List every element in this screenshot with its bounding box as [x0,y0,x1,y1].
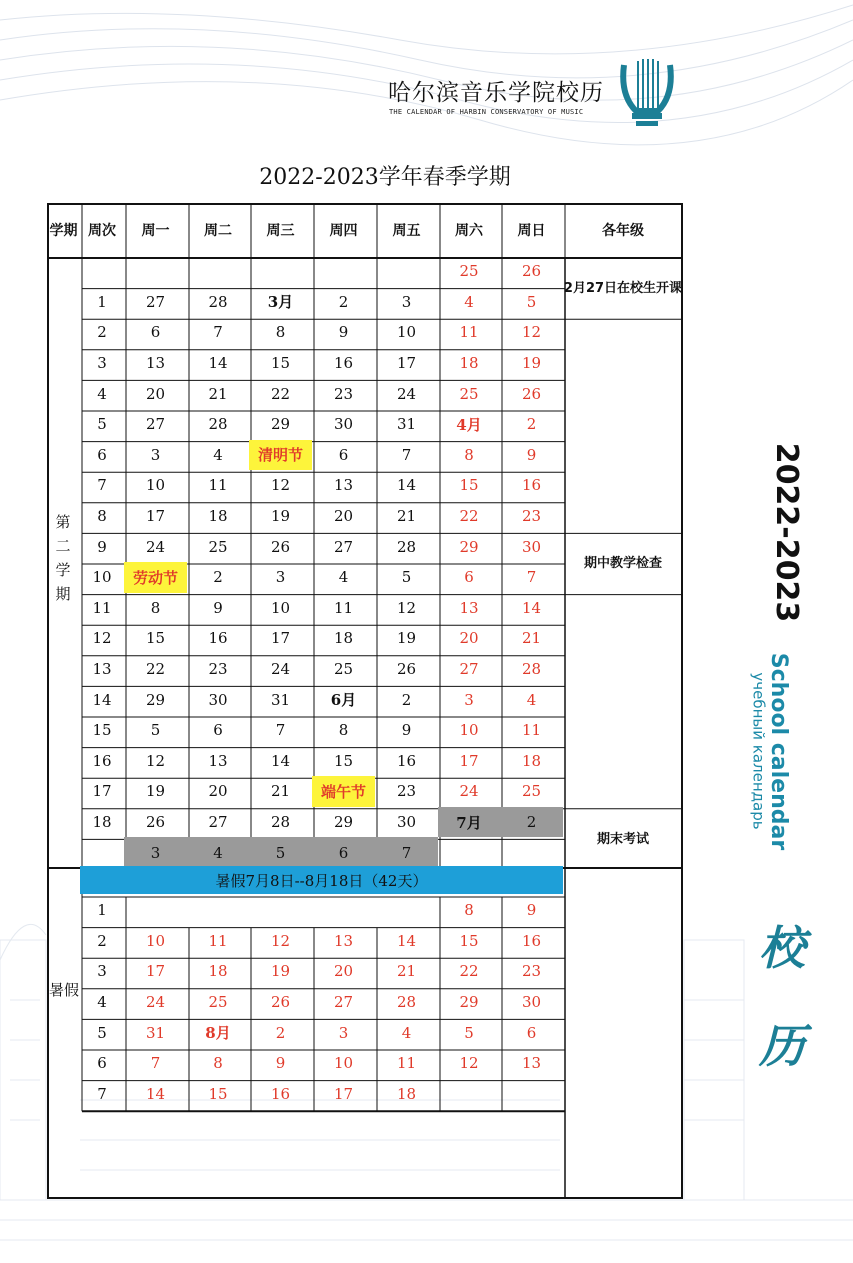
day-cell: 3 [464,690,474,709]
side-year-text: 2022-2023 [769,442,805,622]
day-cell: 11 [396,1054,417,1073]
week-number: 7 [97,1084,107,1103]
day-cell: 6 [338,445,349,464]
day-cell [124,895,187,926]
week-number: 11 [92,598,112,617]
day-cell: 9 [526,445,537,464]
day-cell: 31 [396,415,417,434]
day-cell [312,895,375,926]
day-cell: 20 [333,962,354,981]
day-cell: 29 [459,993,479,1012]
day-cell: 16 [396,751,417,770]
day-cell: 15 [333,751,354,770]
day-cell: 6月 [330,691,357,710]
day-cell: 21 [208,384,228,403]
day-cell: 23 [521,962,542,981]
week-number: 4 [97,384,107,403]
day-cell: 27 [333,993,354,1012]
vacation-banner: 暑假7月8日--8月18日（42天） [80,866,563,894]
day-cell: 25 [459,262,479,281]
column-header: 周五 [392,222,421,239]
day-cell: 13 [333,931,354,950]
day-cell: 8 [150,598,161,617]
column-header: 周次 [88,222,116,239]
day-cell: 11 [208,931,228,950]
day-cell: 8月 [205,1024,231,1043]
day-cell: 27 [145,415,166,434]
day-cell: 29 [459,537,479,556]
day-cell: 26 [270,993,291,1012]
day-cell: 18 [333,629,354,648]
week-number: 8 [97,507,107,526]
day-cell: 2 [500,807,563,838]
day-cell [124,256,187,287]
week-number: 15 [92,721,112,740]
day-cell: 26 [521,384,542,403]
day-cell: 14 [145,1084,166,1103]
day-cell: 9 [338,323,349,342]
day-cell: 14 [396,476,417,495]
week-number: 2 [97,323,107,342]
column-header: 学期 [49,222,78,239]
day-cell [187,256,249,287]
day-cell: 20 [208,782,228,801]
day-cell: 29 [270,415,291,434]
day-cell: 30 [521,993,542,1012]
note-final: 期末考试 [596,831,649,847]
note-start: 2月27日在校生开课 [563,281,683,297]
day-cell: 18 [396,1084,417,1103]
day-cell: 2 [526,415,537,434]
day-cell: 23 [333,384,354,403]
note-midterm: 期中教学检查 [583,556,662,572]
day-cell: 15 [145,629,166,648]
day-cell: 16 [208,629,228,648]
day-cell: 25 [459,384,479,403]
day-cell: 8 [338,721,349,740]
day-cell: 13 [333,476,354,495]
day-cell: 19 [145,782,166,801]
day-cell: 5 [150,721,161,740]
day-cell: 3 [275,568,286,587]
day-cell [375,895,438,926]
day-cell: 5 [464,1023,474,1042]
day-cell: 7月 [438,807,500,838]
day-cell: 28 [208,415,228,434]
header-title: 哈尔滨音乐学院校历 [388,80,604,106]
day-cell: 28 [396,537,417,556]
day-cell [438,1079,500,1110]
day-cell: 劳动节 [124,562,187,593]
day-cell: 10 [145,476,166,495]
day-cell: 24 [396,384,417,403]
day-cell: 29 [145,690,166,709]
day-cell: 24 [459,782,479,801]
week-number: 16 [92,751,112,770]
week-number: 18 [92,813,112,832]
day-cell: 4 [526,690,537,709]
day-cell: 24 [145,537,166,556]
day-cell: 24 [145,993,166,1012]
day-cell [375,256,438,287]
day-cell: 10 [270,598,291,617]
day-cell [312,256,375,287]
week-number: 5 [97,1023,107,1042]
week-number: 1 [97,901,107,920]
day-cell [249,256,312,287]
day-cell: 10 [396,323,417,342]
day-cell: 18 [208,507,228,526]
day-cell: 27 [459,660,479,679]
week-number: 5 [97,415,107,434]
day-cell: 28 [270,813,291,832]
week-number: 2 [97,931,107,950]
day-cell [500,1079,563,1110]
day-cell: 20 [333,507,354,526]
day-cell: 6 [213,721,223,740]
day-cell: 14 [521,598,542,617]
day-cell: 13 [145,354,166,373]
day-cell: 12 [396,598,417,617]
day-cell: 27 [145,292,166,311]
day-cell: 5 [526,292,537,311]
day-cell: 7 [526,568,537,587]
day-cell: 12 [270,476,291,495]
day-cell: 9 [213,598,223,617]
term-label-spring: 第二学期 [55,513,71,603]
day-cell: 31 [145,1023,166,1042]
day-cell [438,837,500,868]
day-cell: 12 [459,1054,479,1073]
day-cell: 17 [270,629,291,648]
day-cell: 11 [521,721,542,740]
day-cell: 26 [521,262,542,281]
day-cell: 17 [459,751,479,770]
day-cell: 4 [401,1023,412,1042]
week-number: 17 [92,782,112,801]
day-cell: 9 [401,721,412,740]
day-cell: 26 [270,537,291,556]
day-cell: 4 [187,837,249,868]
day-cell: 10 [333,1054,354,1073]
day-cell: 27 [208,813,228,832]
day-cell: 端午节 [312,776,375,807]
day-cell: 23 [208,660,228,679]
day-cell: 3 [150,445,161,464]
day-cell: 26 [396,660,417,679]
day-cell: 6 [464,568,474,587]
day-cell: 6 [526,1023,537,1042]
day-cell: 14 [208,354,228,373]
day-cell: 2 [338,292,349,311]
day-cell: 7 [275,721,286,740]
day-cell: 18 [521,751,542,770]
day-cell: 9 [275,1054,286,1073]
day-cell: 31 [270,690,291,709]
day-cell: 16 [521,476,542,495]
day-cell: 22 [145,660,166,679]
semester-title: 2022-2023学年春季学期 [259,165,511,190]
day-cell: 25 [208,993,228,1012]
day-cell: 3 [338,1023,349,1042]
day-cell: 2 [401,690,412,709]
column-header: 周二 [204,222,232,239]
side-chinese-2: 历 [759,1019,805,1073]
day-cell: 28 [521,660,542,679]
day-cell: 20 [459,629,479,648]
day-cell: 8 [464,901,474,920]
day-cell: 15 [208,1084,228,1103]
day-cell: 17 [145,962,166,981]
day-cell: 6 [150,323,161,342]
day-cell: 23 [521,507,542,526]
day-cell [500,837,563,868]
header-subtitle: THE CALENDAR OF HARBIN CONSERVATORY OF MUSIC [389,108,584,116]
week-number [80,837,124,868]
day-cell: 16 [270,1084,291,1103]
lyre-logo-icon [618,55,676,127]
day-cell: 30 [521,537,542,556]
column-header: 周三 [266,222,295,239]
day-cell: 25 [208,537,228,556]
day-cell: 2 [213,568,223,587]
column-header: 各年级 [602,222,644,239]
term-label-summer: 暑假 [48,981,79,999]
day-cell [187,895,249,926]
day-cell [249,895,312,926]
day-cell: 9 [526,901,537,920]
week-number: 10 [92,568,112,587]
day-cell: 16 [521,931,542,950]
day-cell: 28 [208,292,228,311]
day-cell: 6 [312,837,375,868]
week-number: 7 [97,476,107,495]
side-russian [744,636,774,866]
week-number: 3 [97,962,107,981]
day-cell: 7 [213,323,223,342]
day-cell: 15 [459,931,479,950]
day-cell: 29 [333,813,354,832]
day-cell: 5 [249,837,312,868]
day-cell: 27 [333,537,354,556]
week-number: 12 [92,629,112,648]
day-cell: 5 [401,568,412,587]
day-cell: 21 [270,782,291,801]
day-cell: 18 [208,962,228,981]
day-cell: 22 [270,384,291,403]
day-cell: 22 [459,962,479,981]
week-number: 1 [97,292,107,311]
day-cell: 15 [459,476,479,495]
day-cell: 19 [270,507,291,526]
day-cell: 26 [145,813,166,832]
day-cell: 12 [145,751,166,770]
day-cell: 13 [459,598,479,617]
day-cell: 17 [333,1084,354,1103]
day-cell: 3月 [267,293,294,312]
day-cell: 4 [338,568,349,587]
day-cell: 2 [275,1023,286,1042]
day-cell: 3 [401,292,412,311]
day-cell: 22 [459,507,479,526]
day-cell: 30 [208,690,228,709]
week-number: 4 [97,993,107,1012]
column-header: 周日 [517,222,546,239]
column-header: 周六 [455,222,483,239]
day-cell: 11 [333,598,354,617]
day-cell: 4月 [456,415,482,434]
day-cell: 13 [521,1054,542,1073]
day-cell: 24 [270,660,291,679]
day-cell: 25 [333,660,354,679]
day-cell: 12 [270,931,291,950]
day-cell: 清明节 [249,440,312,471]
side-english-text: School calendar [766,652,792,850]
day-cell: 13 [208,751,228,770]
week-number: 6 [97,1054,107,1073]
day-cell: 17 [396,354,417,373]
day-cell: 21 [521,629,542,648]
day-cell: 15 [270,354,291,373]
day-cell: 19 [521,354,542,373]
week-number: 3 [97,354,107,373]
day-cell: 11 [459,323,479,342]
day-cell: 20 [145,384,166,403]
day-cell: 18 [459,354,479,373]
side-year [762,427,812,637]
day-cell: 14 [270,751,291,770]
day-cell: 14 [396,931,417,950]
day-cell: 10 [459,721,479,740]
day-cell: 21 [396,962,417,981]
day-cell: 8 [275,323,286,342]
day-cell: 4 [464,292,474,311]
day-cell: 10 [145,931,166,950]
day-cell: 30 [396,813,417,832]
day-cell: 8 [464,445,474,464]
week-number: 9 [97,537,107,556]
day-cell: 7 [375,837,438,868]
week-number: 6 [97,445,107,464]
day-cell: 19 [270,962,291,981]
day-cell: 8 [213,1054,223,1073]
side-russian-text: учебный календарь [750,672,768,830]
week-number: 13 [92,660,112,679]
day-cell: 7 [401,445,412,464]
day-cell: 16 [333,354,354,373]
day-cell: 28 [396,993,417,1012]
side-chinese-1: 校 [759,921,805,975]
column-header: 周四 [329,222,358,239]
day-cell: 19 [396,629,417,648]
week-number: 14 [92,690,112,709]
day-cell: 17 [145,507,166,526]
day-cell: 12 [521,323,542,342]
day-cell: 21 [396,507,417,526]
day-cell: 11 [208,476,228,495]
day-cell: 3 [124,837,187,868]
week-number [80,256,124,287]
day-cell: 25 [521,782,542,801]
day-cell: 4 [213,445,223,464]
day-cell: 23 [396,782,417,801]
day-cell: 30 [333,415,354,434]
column-header: 周一 [141,222,170,239]
day-cell: 7 [150,1054,161,1073]
